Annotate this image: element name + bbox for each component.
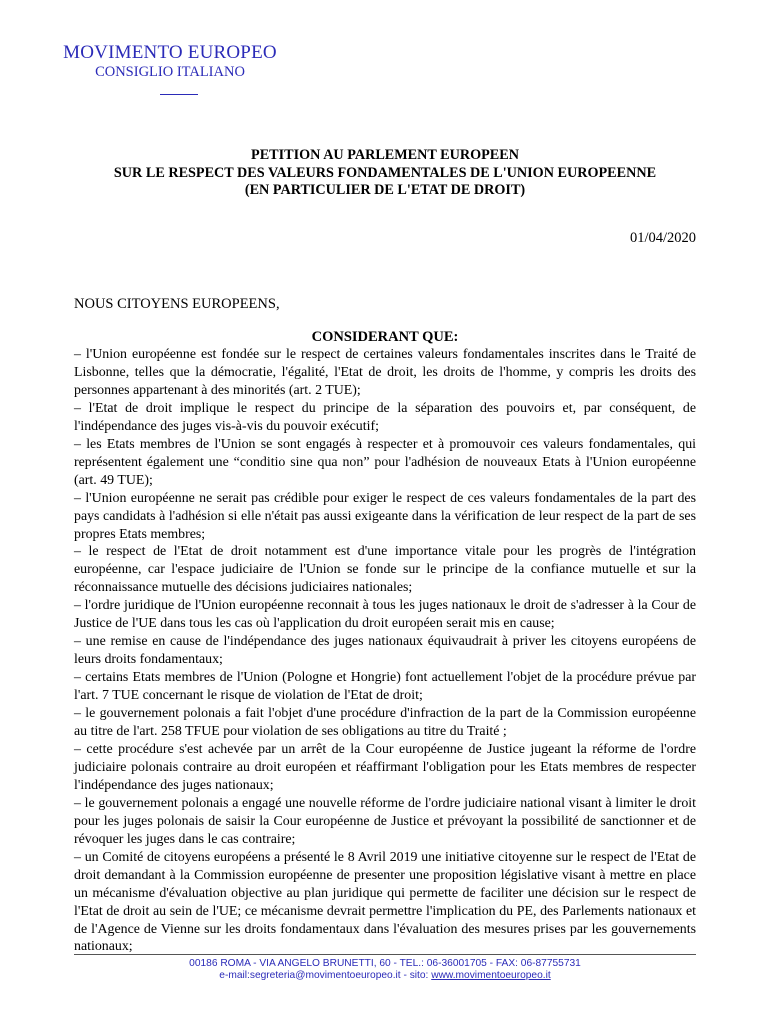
consideration-item: – l'Union européenne est fondée sur le respect de certaines valeurs fondamentales inscrites dans le Traité de Lisbonne, telles que la démocratie, l'égalité, l'Etat de droit, les droits de l'homme, y compris les droits des personnes appartenant à des minorités (art. 2 TUE); xyxy=(74,347,696,398)
consideration-item: – l'Union européenne ne serait pas crédible pour exiger le respect de ces valeurs fondamentales de la part des pays candidats à l'adhésion si elle n'était pas aussi exigeante dans la vérification de leur respect de la part de ses propres Etats membres; xyxy=(74,490,696,542)
footer-address: 00186 ROMA - VIA ANGELO BRUNETTI, 60 - TEL.: 06-36001705 - FAX: 06-87755731 xyxy=(189,958,581,969)
document-date: 01/04/2020 xyxy=(629,230,696,246)
footer-divider xyxy=(74,954,696,955)
title-line-1: PETITION AU PARLEMENT EUROPEEN xyxy=(251,147,519,163)
org-name: MOVIMENTO EUROPEO xyxy=(63,42,277,63)
org-subtitle: CONSIGLIO ITALIANO xyxy=(95,64,245,80)
consideration-item: – les Etats membres de l'Union se sont engagés à respecter et à promouvoir ces valeurs fondamentales, qui représentent également une “conditio sine qua non” pour l'adhésion de nouveaux Etats à l'Union européenne (art. 49 TUE); xyxy=(74,436,696,488)
consideration-item: – le gouvernement polonais a fait l'objet d'une procédure d'infraction de la part de la Commission européenne au titre de l'art. 258 TFUE pour violation de ses obligations au titre du Traité ; xyxy=(74,706,696,740)
title-line-3: (EN PARTICULIER DE L'ETAT DE DROIT) xyxy=(244,182,526,198)
consideration-item: – cette procédure s'est achevée par un arrêt de la Cour européenne de Justice jugeant la réforme de l'ordre judiciaire polonais contraire au droit européen et réaffirmant l'obligation pour les Etats membres de respecter l'indépendance des juges nationaux; xyxy=(74,741,696,793)
considerant-heading: CONSIDERANT QUE: xyxy=(311,329,459,345)
consideration-item: – le gouvernement polonais a engagé une nouvelle réforme de l'ordre judiciaire national visant à limiter le droit pour les juges polonais de saisir la Cour européenne de Justice et prévoyant la possibilité de sanctionner et de révoquer les juges dans le cas contraire; xyxy=(74,795,696,847)
footer-contact xyxy=(0,970,770,981)
website-link[interactable]: www.movimentoeuropeo.it xyxy=(431,970,551,981)
consideration-item: – l'Etat de droit implique le respect du principe de la séparation des pouvoirs et, par conséquent, de l'indépendance des juges vis-à-vis du pouvoir exécutif; xyxy=(74,400,696,434)
header-divider xyxy=(160,94,198,95)
footer-email: e-mail:segreteria@movimentoeuropeo.it - sito: xyxy=(219,970,432,981)
considerations-list xyxy=(74,346,696,956)
consideration-item: – certains Etats membres de l'Union (Pologne et Hongrie) font actuellement l'objet de la procédure prévue par l'art. 7 TUE concernant le risque de violation de l'Etat de droit; xyxy=(74,670,696,704)
title-line-2: SUR LE RESPECT DES VALEURS FONDAMENTALES DE L'UNION EUROPEENNE xyxy=(113,164,657,181)
greeting: NOUS CITOYENS EUROPEENS, xyxy=(74,296,280,312)
document-title xyxy=(0,147,770,200)
consideration-item: – une remise en cause de l'indépendance des juges nationaux équivaudrait à priver les citoyens européens de leurs droits fondamentaux; xyxy=(74,634,696,668)
consideration-item: – un Comité de citoyens européens a présenté le 8 Avril 2019 une initiative citoyenne sur le respect de l'Etat de droit demandant à la Commission européenne de presenter une proposition législative visant à mettre en place un mécanisme d'évaluation objective au plan juridique qui permette de faciliter une décision sur le respect de l'Etat de droit au sein de l'UE; ce mécanisme devrait permettre l'implication du PE, des Parlements nationaux et de l'Agence de Vienne sur les droits fondamentaux dans l'évaluation des mesures prises par les gouvernements nationaux; xyxy=(74,849,696,955)
consideration-item: – l'ordre juridique de l'Union européenne reconnait à tous les juges nationaux le droit de s'adresser à la Cour de Justice de l'UE dans tous les cas où l'application du droit européen serait mis en cause; xyxy=(74,598,696,632)
consideration-item: – le respect de l'Etat de droit notamment est d'une importance vitale pour les progrès de l'intégration européenne, car l'espace judiciaire de l'Union se fonde sur le principe de la confiance mutuelle et sur la réconnaissance mutuelle des décisions judiciaires nationales; xyxy=(74,544,696,596)
